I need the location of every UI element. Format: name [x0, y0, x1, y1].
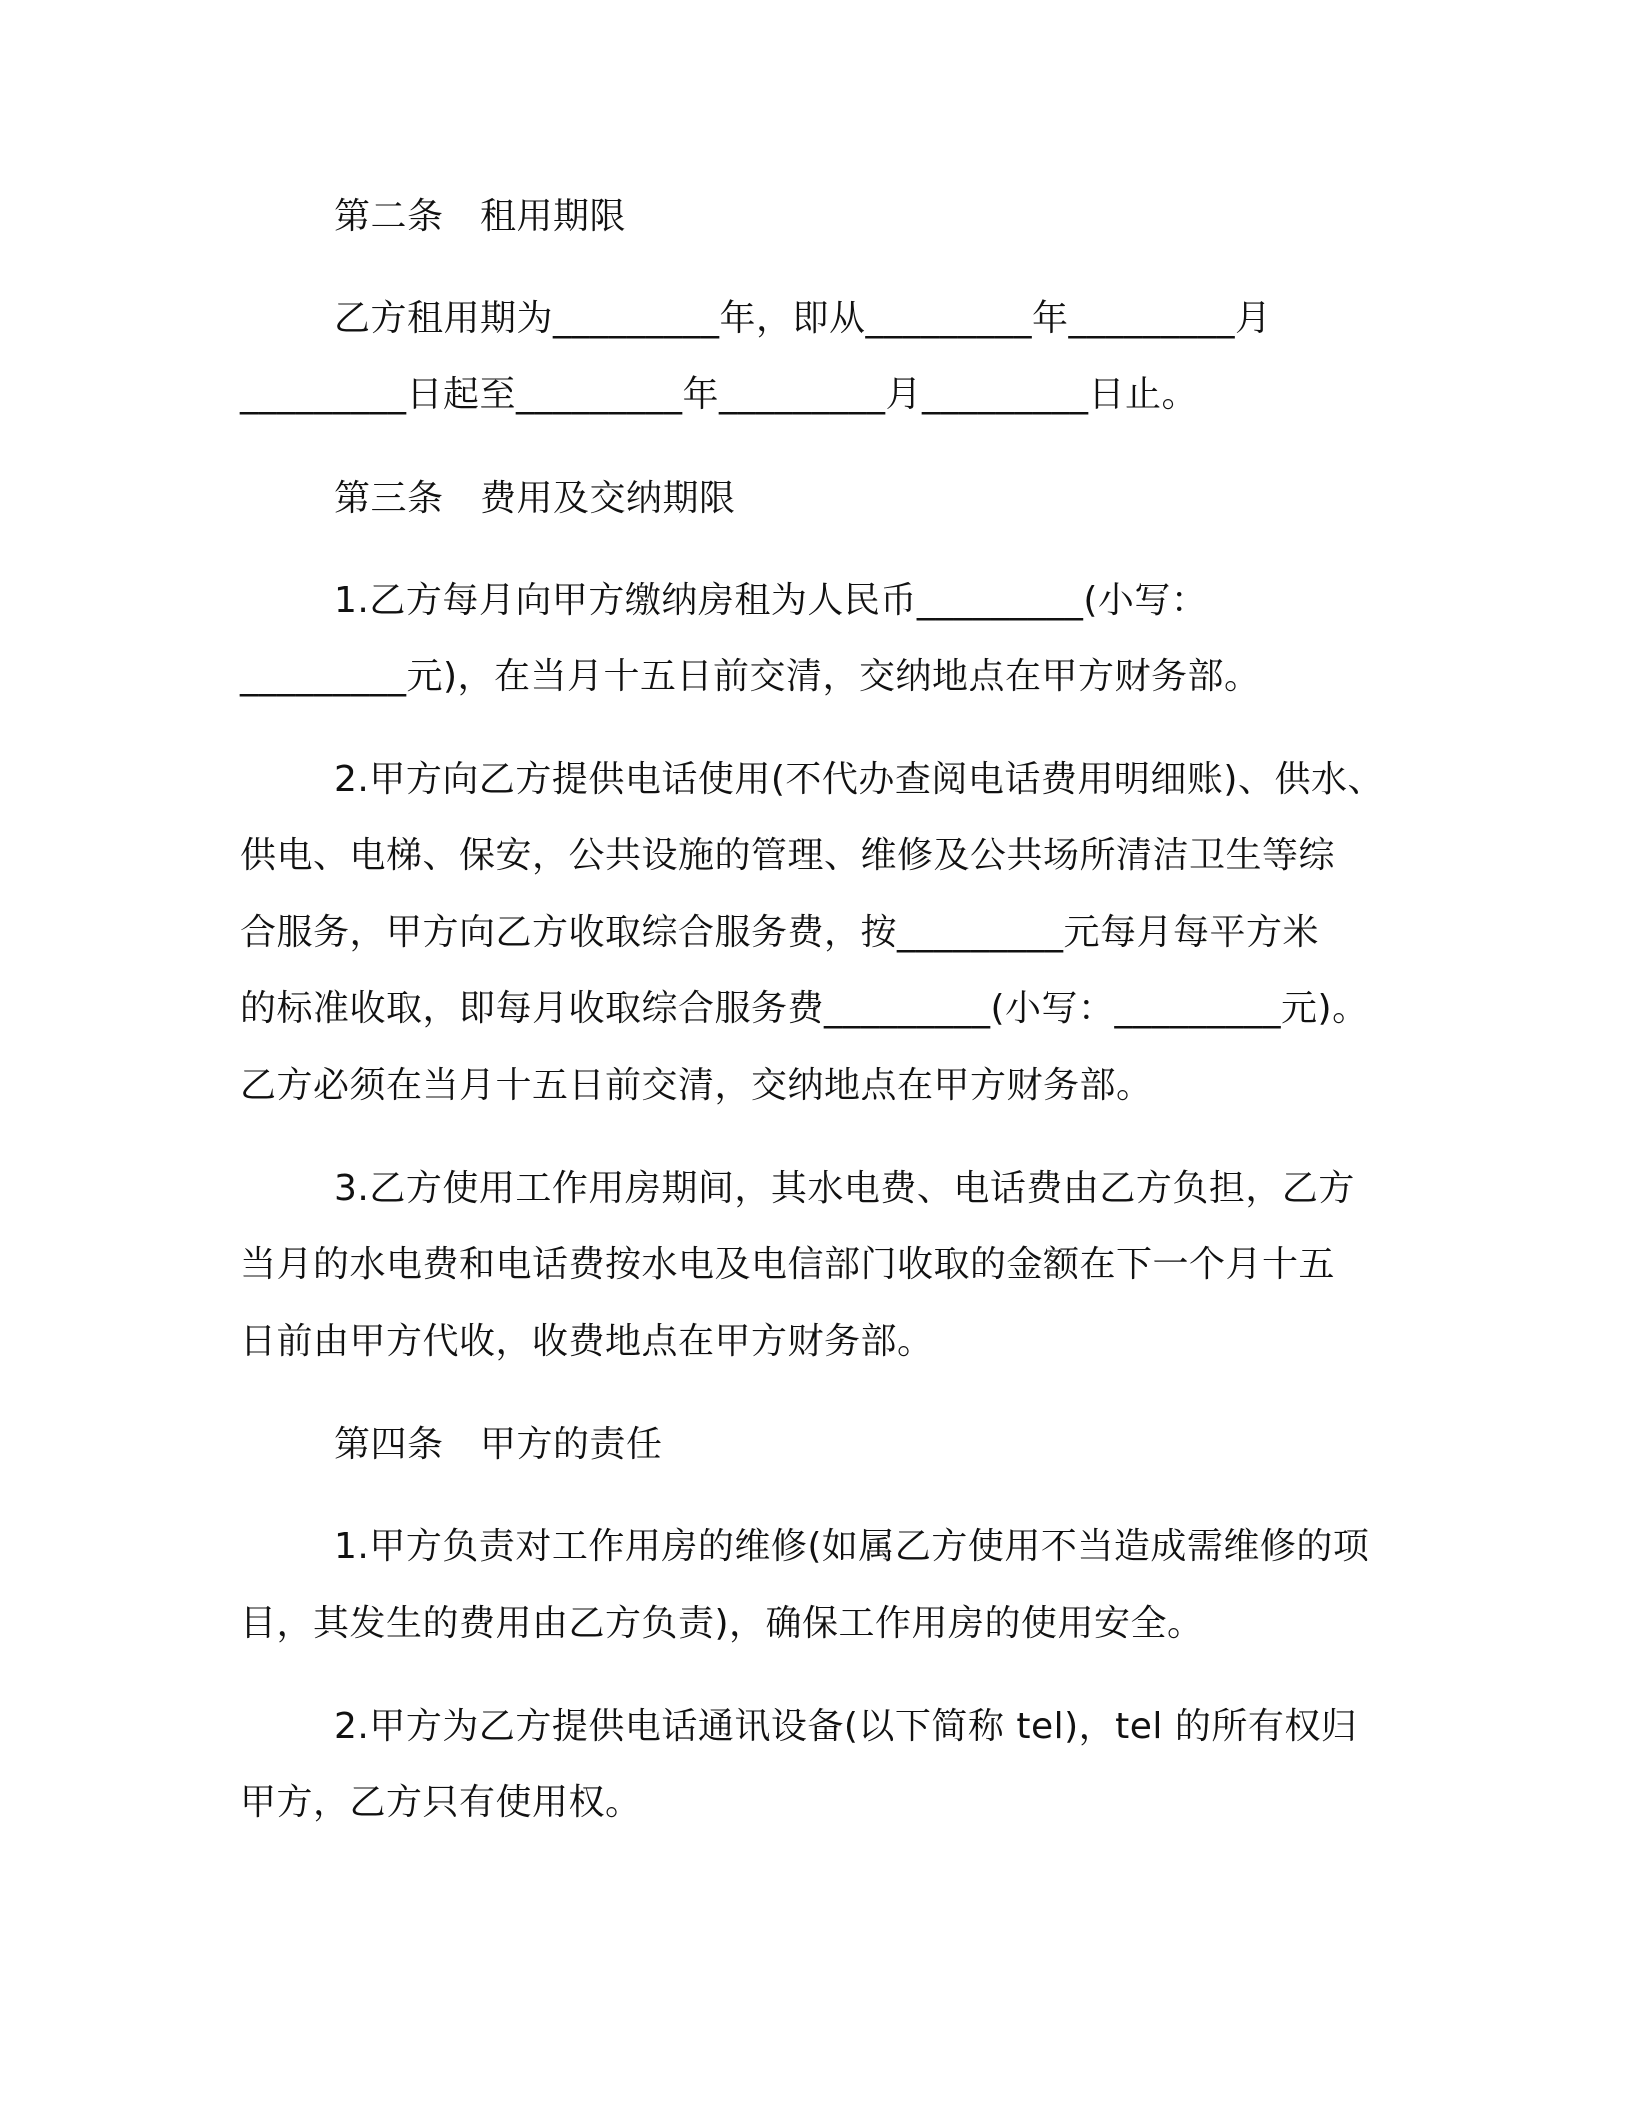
article-4-heading: 第四条 甲方的责任 [334, 1424, 663, 1465]
article-4-item-2-line-2: 甲方，乙方只有使用权。 [240, 1782, 642, 1823]
article-3-item-2-line-1: 2.甲方向乙方提供电话使用(不代办查阅电话费用明细账)、供水、 [334, 759, 1384, 800]
article-4-item-1-line-2: 目，其发生的费用由乙方负责)，确保工作用房的使用安全。 [240, 1603, 1204, 1644]
article-3-item-2-line-5: 乙方必须在当月十五日前交清，交纳地点在甲方财务部。 [240, 1065, 1153, 1106]
article-2-text-line-1: 乙方租用期为_________年，即从_________年_________月 [334, 298, 1272, 339]
article-3-item-2-line-2: 供电、电梯、保安，公共设施的管理、维修及公共场所清洁卫生等综 [240, 835, 1336, 876]
article-2-text-line-2: _________日起至_________年_________月_________日止。 [240, 374, 1199, 415]
article-3-heading: 第三条 费用及交纳期限 [334, 478, 736, 519]
article-3-item-1-line-2: _________元)，在当月十五日前交清，交纳地点在甲方财务部。 [240, 656, 1261, 697]
article-3-item-3-line-2: 当月的水电费和电话费按水电及电信部门收取的金额在下一个月十五 [240, 1244, 1336, 1285]
article-4-item-2-line-1: 2.甲方为乙方提供电话通讯设备(以下简称 tel)，tel 的所有权归 [334, 1706, 1358, 1747]
article-3-item-1-line-1: 1.乙方每月向甲方缴纳房租为人民币_________(小写： [334, 580, 1208, 621]
article-3-item-2-line-4: 的标准收取，即每月收取综合服务费_________(小写：_________元)。 [240, 988, 1369, 1029]
article-3-item-3-line-1: 3.乙方使用工作用房期间，其水电费、电话费由乙方负担，乙方 [334, 1168, 1355, 1209]
article-4-item-1-line-1: 1.甲方负责对工作用房的维修(如属乙方使用不当造成需维修的项 [334, 1526, 1370, 1567]
article-3-item-3-line-3: 日前由甲方代收，收费地点在甲方财务部。 [240, 1321, 934, 1362]
article-2-heading: 第二条 租用期限 [334, 196, 627, 237]
article-3-item-2-line-3: 合服务，甲方向乙方收取综合服务费，按_________元每月每平方米 [240, 912, 1320, 953]
